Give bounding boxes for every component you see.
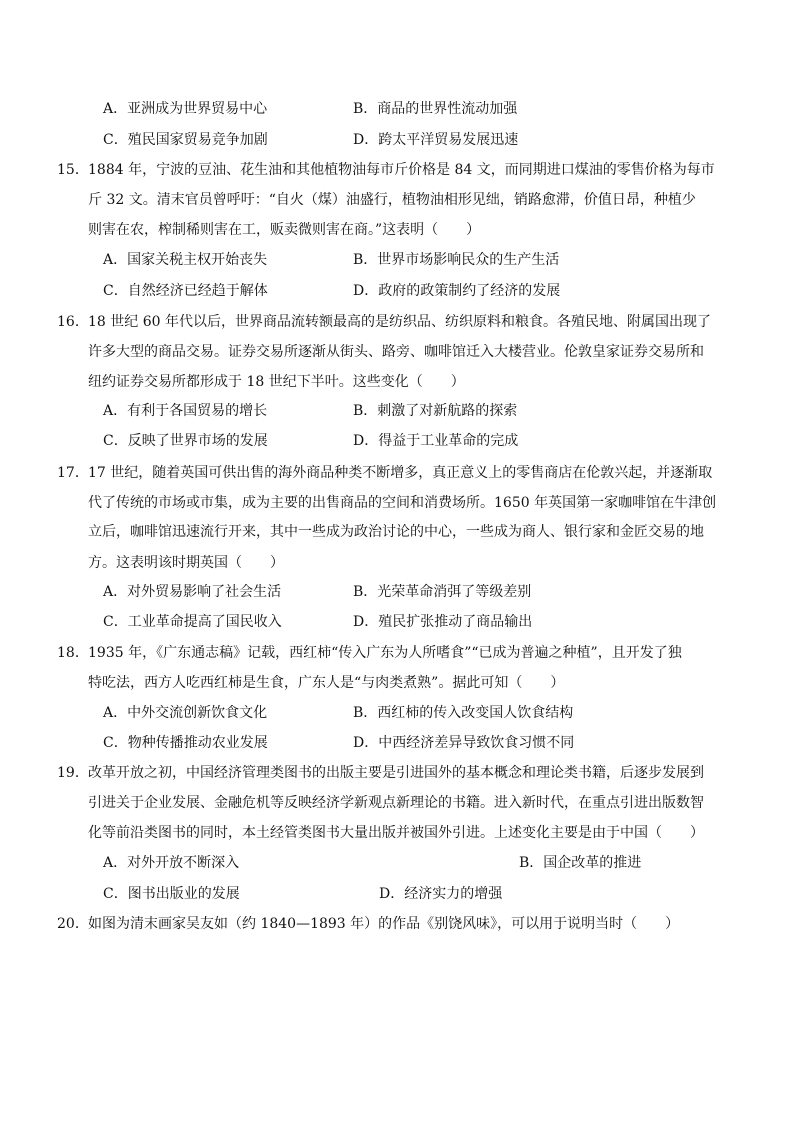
- q18-stem-line-1: 1935 年，《广东通志稿》记载，西红柿“传入广东为人所嗜食”“已成为普遍之种植”，且开发了独: [88, 645, 682, 661]
- q17-stem-line-1: 17 世纪，随着英国可供出售的海外商品种类不断增多，真正意义上的零售商店在伦敦兴起，并逐渐取: [88, 465, 713, 481]
- q17-option-d: D．殖民扩张推动了商品输出: [353, 614, 533, 630]
- q15-number: 15．: [57, 162, 89, 178]
- q17-stem-line-3: 立后，咖啡馆迅速流行开来，其中一些成为政治讨论的中心，一些成为商人、银行家和金匠交易的地: [88, 524, 704, 540]
- q14-option-d: D．跨太平洋贸易发展迅速: [353, 132, 519, 148]
- q19-option-b: B．国企改革的推进: [519, 855, 642, 871]
- q16-number: 16．: [57, 314, 89, 330]
- q17-option-b: B．光荣革命消弭了等级差别: [353, 584, 532, 600]
- q15-option-d: D．政府的政策制约了经济的发展: [353, 283, 561, 299]
- q18-option-a: A．中外交流创新饮食文化: [103, 705, 268, 721]
- q15-stem-line-1: 1884 年，宁波的豆油、花生油和其他植物油每市斤价格是 84 文，而同期进口煤油的零售价格为每市: [88, 162, 715, 178]
- q17-stem-line-4: 方。这表明该时期英国（ ）: [88, 555, 284, 571]
- q14-option-b: B．商品的世界性流动加强: [353, 101, 518, 117]
- q18-number: 18．: [57, 645, 89, 661]
- q20-number: 20．: [57, 916, 89, 932]
- q14-option-a: A．亚洲成为世界贸易中心: [103, 101, 268, 117]
- q17-stem-line-2: 代了传统的市场或市集，成为主要的出售商品的空间和消费场所。1650 年英国第一家咖啡馆在牛津创: [88, 495, 717, 511]
- q19-number: 19．: [57, 765, 89, 781]
- q15-option-a: A．国家关税主权开始丧失: [103, 252, 268, 268]
- q17-option-a: A．对外贸易影响了社会生活: [103, 584, 282, 600]
- q19-stem-line-3: 化等前沿类图书的同时，本土经管类图书大量出版并被国外引进。上述变化主要是由于中国（ ）: [88, 825, 704, 841]
- q19-option-d: D．经济实力的增强: [379, 886, 503, 902]
- q16-stem-line-2: 许多大型的商品交易。证券交易所逐渐从街头、路旁、咖啡馆迁入大楼营业。伦敦皇家证券交易所和: [88, 344, 704, 360]
- q16-option-c: C．反映了世界市场的发展: [103, 433, 268, 449]
- q16-stem-line-3: 纽约证券交易所都形成于 18 世纪下半叶。这些变化（ ）: [88, 374, 465, 390]
- q20-stem-line-1: 如图为清末画家吴友如（约 1840—1893 年）的作品《别饶风味》，可以用于说明当时（ ）: [88, 916, 680, 932]
- q19-option-c: C．图书出版业的发展: [103, 886, 240, 902]
- q18-option-c: C．物种传播推动农业发展: [103, 735, 268, 751]
- q16-option-d: D．得益于工业革命的完成: [353, 433, 519, 449]
- q17-option-c: C．工业革命提高了国民收入: [103, 614, 282, 630]
- q18-option-b: B．西红柿的传入改变国人饮食结构: [353, 705, 574, 721]
- q15-stem-line-2: 斤 32 文。清末官员曾呼吁：“自火（煤）油盛行，植物油相形见绌，销路愈滞，价值日昂，种植少: [88, 192, 696, 208]
- q18-stem-line-2: 特吃法，西方人吃西红柿是生食，广东人是“与肉类煮熟”。据此可知（ ）: [88, 675, 565, 691]
- q19-stem-line-1: 改革开放之初，中国经济管理类图书的出版主要是引进国外的基本概念和理论类书籍，后逐步发展到: [88, 765, 704, 781]
- q16-option-a: A．有利于各国贸易的增长: [103, 403, 268, 419]
- q15-stem-line-3: 则害在农，榨制稀则害在工，贩卖微则害在商。”这表明（ ）: [88, 222, 481, 238]
- q14-option-c: C．殖民国家贸易竞争加剧: [103, 132, 268, 148]
- q16-stem-line-1: 18 世纪 60 年代以后，世界商品流转额最高的是纺织品、纺织原料和粮食。各殖民地、附属国出现了: [88, 314, 711, 330]
- q15-option-c: C．自然经济已经趋于解体: [103, 283, 268, 299]
- q19-option-a: A．对外开放不断深入: [103, 855, 240, 871]
- q15-option-b: B．世界市场影响民众的生产生活: [353, 252, 560, 268]
- q16-option-b: B．刺激了对新航路的探索: [353, 403, 518, 419]
- q17-number: 17．: [57, 465, 89, 481]
- q18-option-d: D．中西经济差异导致饮食习惯不同: [353, 735, 575, 751]
- q19-stem-line-2: 引进关于企业发展、金融危机等反映经济学新观点新理论的书籍。进入新时代，在重点引进出版数智: [88, 795, 704, 811]
